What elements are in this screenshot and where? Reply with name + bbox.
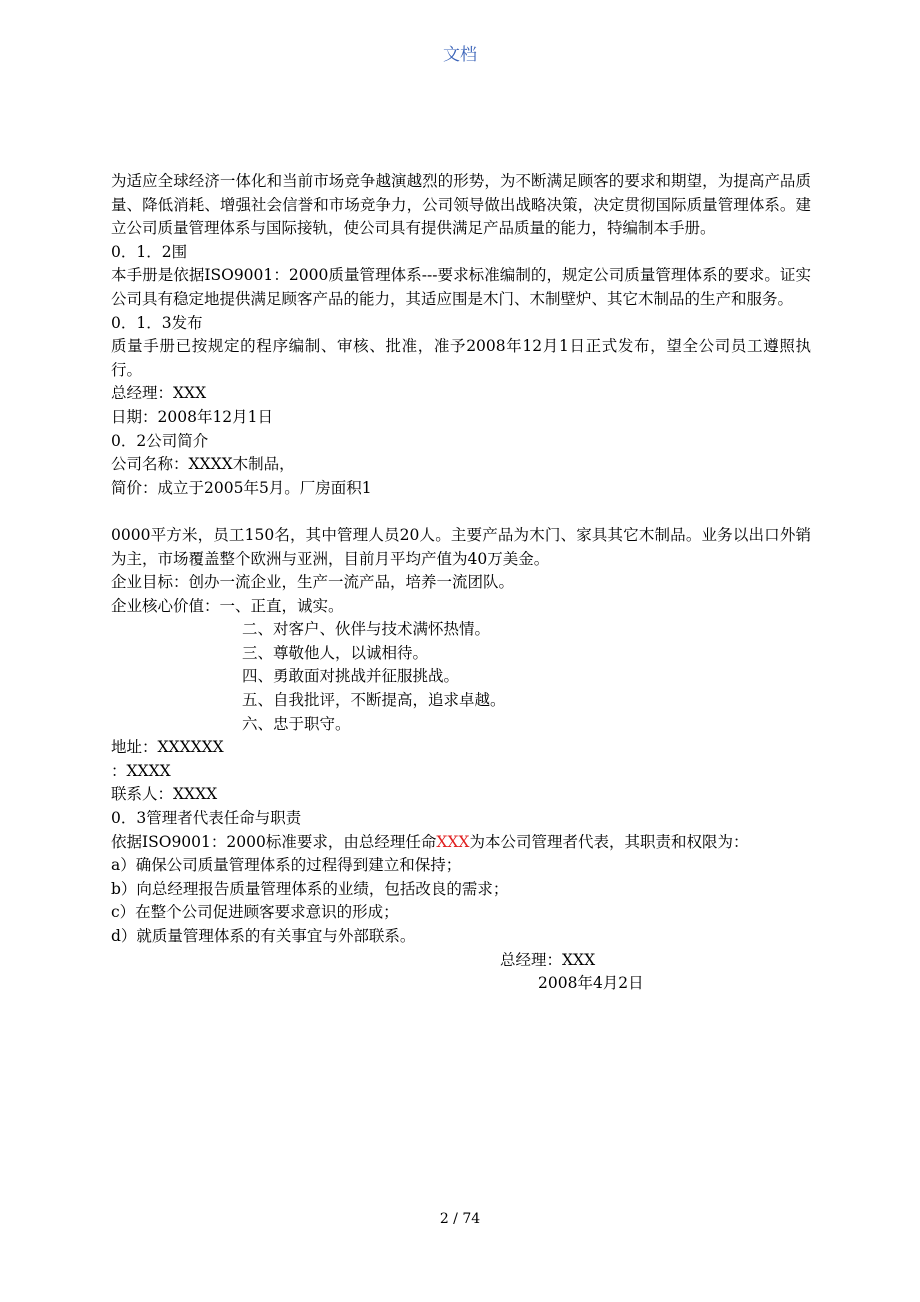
document-header: 文档 <box>443 45 477 65</box>
core-value-first <box>111 595 811 619</box>
document-body <box>111 170 811 996</box>
signature-date: 2008年4月2日 <box>538 974 644 993</box>
section-0-1-2-heading: 0．1．2围 <box>111 242 188 261</box>
blank-line <box>111 500 811 524</box>
company-goal: 企业目标：创办一流企业，生产一流产品，培养一流团队。 <box>111 573 515 592</box>
duty-item: a）确保公司质量管理体系的过程得到建立和保持； <box>111 856 462 875</box>
section-0-2-heading: 0．2公司简介 <box>111 431 209 450</box>
company-intro-line: 简价：成立于2005年5月。厂房面积1 <box>111 478 372 497</box>
intro-paragraph: 为适应全球经济一体化和当前市场竞争越演越烈的形势，为不断满足顾客的要求和期望，为提高产品质量、降低消耗、增强社会信誉和市场竞争力，公司领导做出战略决策，决定贯彻国际质量管理体系。建立公司质量管理体系与国际接轨，使公司具有提供满足产品质量的能力，特编制本手册。 <box>111 172 811 238</box>
page-number: 2 / 74 <box>439 1211 481 1227</box>
core-value-item: 六、忠于职守。 <box>242 714 351 733</box>
phone-line: ：XXXX <box>111 761 171 780</box>
section-0-1-2-text: 本手册是依据ISO9001：2000质量管理体系---要求标准编制的，规定公司质量管理体系的要求。证实公司具有稳定地提供满足顾客产品的能力，其适应围是木门、木制壁炉、其它木制品的生产和服务。 <box>111 266 811 308</box>
section-0-3-heading: 0．3管理者代表任命与职责 <box>111 809 302 828</box>
section-0-1-3-text: 质量手册已按规定的程序编制、审核、批准，准予2008年12月1日正式发布，望全公司员工遵照执行。 <box>111 337 811 379</box>
core-value-item: 一、正直，诚实。 <box>219 596 344 615</box>
core-value-item: 四、勇敢面对挑战并征服挑战。 <box>242 667 460 686</box>
section-0-1-3-heading: 0．1．3发布 <box>111 313 203 332</box>
company-name-line: 公司名称：XXXX木制品， <box>111 455 295 474</box>
signature-general-manager: 总经理：XXX <box>500 950 596 969</box>
core-value-item: 三、尊敬他人，以诚相待。 <box>242 643 429 662</box>
core-value-item: 二、对客户、伙伴与技术满怀热情。 <box>242 620 491 639</box>
general-manager-line: 总经理：XXX <box>111 384 207 403</box>
core-value-item: 五、自我批评，不断提高，追求卓越。 <box>242 691 506 710</box>
section-0-3-text-start: 依据ISO9001：2000标准要求，由总经理任命 <box>111 832 437 851</box>
appointee-name: XXX <box>436 832 470 851</box>
contact-line: 联系人：XXXX <box>111 785 218 804</box>
date-line: 日期：2008年12月1日 <box>111 407 274 426</box>
core-values-label: 企业核心价值： <box>111 596 220 615</box>
address-line: 地址：XXXXXX <box>111 738 224 757</box>
section-0-3-text <box>111 831 811 855</box>
company-intro-continued: 0000平方米，员工150名，其中管理人员20人。主要产品为木门、家具其它木制品。业务以出口外销为主，市场覆盖整个欧洲与亚洲，目前月平均产值为40万美金。 <box>111 525 811 568</box>
section-0-3-text-end: 为本公司管理者代表，其职责和权限为： <box>469 832 749 851</box>
duty-item: c）在整个公司促进顾客要求意识的形成； <box>111 903 399 922</box>
duty-item: b）向总经理报告质量管理体系的业绩，包括改良的需求； <box>111 879 509 898</box>
duty-item: d）就质量管理体系的有关事宜与外部联系。 <box>111 927 416 945</box>
